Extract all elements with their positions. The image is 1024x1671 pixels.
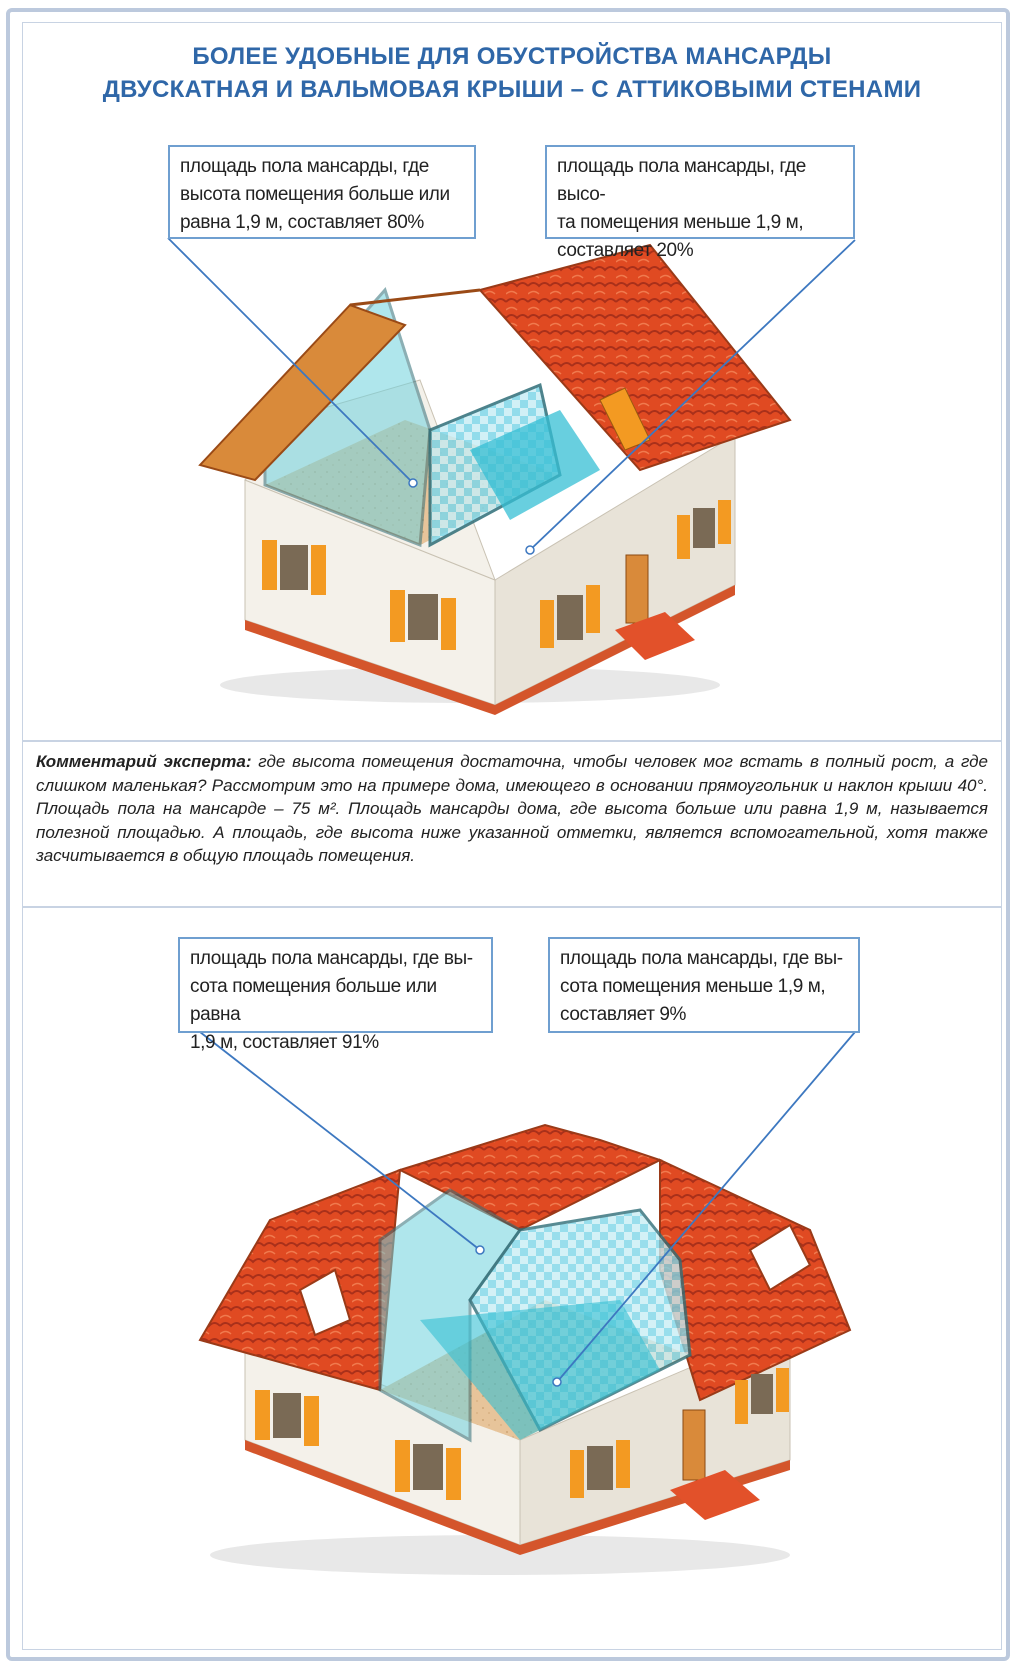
callout-line: площадь пола мансарды, где xyxy=(180,156,429,177)
hip-roof-left xyxy=(200,1170,400,1390)
callout-top-right xyxy=(545,145,855,261)
callout-line: площадь пола мансарды, где вы- xyxy=(190,948,473,969)
callout-line: высота помещения больше или xyxy=(180,184,450,205)
expert-comment-text: где высота помещения достаточна, чтобы человек мог встать в полный рост, а где слишком маленькая? Рассмотрим это на примере дома, имеющего в основании прямоугольник и наклон крыши 40°. Площадь пола на мансарде – 75 м². Площадь мансарды дома, где высота больше или равна 1,9 м, называется полезной площадью. А площадь, где высота ниже указанной отметки, является вспомогательной, хотя также засчитывается в общую площадь помещения. xyxy=(36,752,988,865)
callout-line: составляет 20% xyxy=(557,240,694,261)
callout-line: составляет 9% xyxy=(560,1004,687,1025)
marker-dot xyxy=(553,1378,561,1386)
title-line-1: БОЛЕЕ УДОБНЫЕ ДЛЯ ОБУСТРОЙСТВА МАНСАРДЫ xyxy=(192,43,832,70)
callout-line: та помещения меньше 1,9 м, xyxy=(557,212,804,233)
gable-house xyxy=(200,245,790,715)
marker-dot xyxy=(526,546,534,554)
callout-line: равна 1,9 м, составляет 80% xyxy=(180,212,424,233)
callout-line: площадь пола мансарды, где высо- xyxy=(557,156,806,205)
callout-line: сота помещения больше или равна xyxy=(190,976,437,1025)
callout-line: 1,9 м, составляет 91% xyxy=(190,1032,379,1053)
callout-bottom-left xyxy=(178,937,493,1053)
callout-top-left xyxy=(168,145,476,239)
hip-house xyxy=(200,1125,850,1575)
title-line-2: ДВУСКАТНАЯ И ВАЛЬМОВАЯ КРЫШИ – С АТТИКОВЫМИ СТЕНАМИ xyxy=(102,76,922,103)
callout-line: площадь пола мансарды, где вы- xyxy=(560,948,843,969)
marker-dot xyxy=(476,1246,484,1254)
hip-roof-right xyxy=(660,1160,850,1400)
callout-bottom-right xyxy=(548,937,860,1033)
expert-comment-label: Комментарий эксперта: xyxy=(36,752,252,771)
expert-comment xyxy=(22,740,1002,908)
callout-line: сота помещения меньше 1,9 м, xyxy=(560,976,826,997)
marker-dot xyxy=(409,479,417,487)
